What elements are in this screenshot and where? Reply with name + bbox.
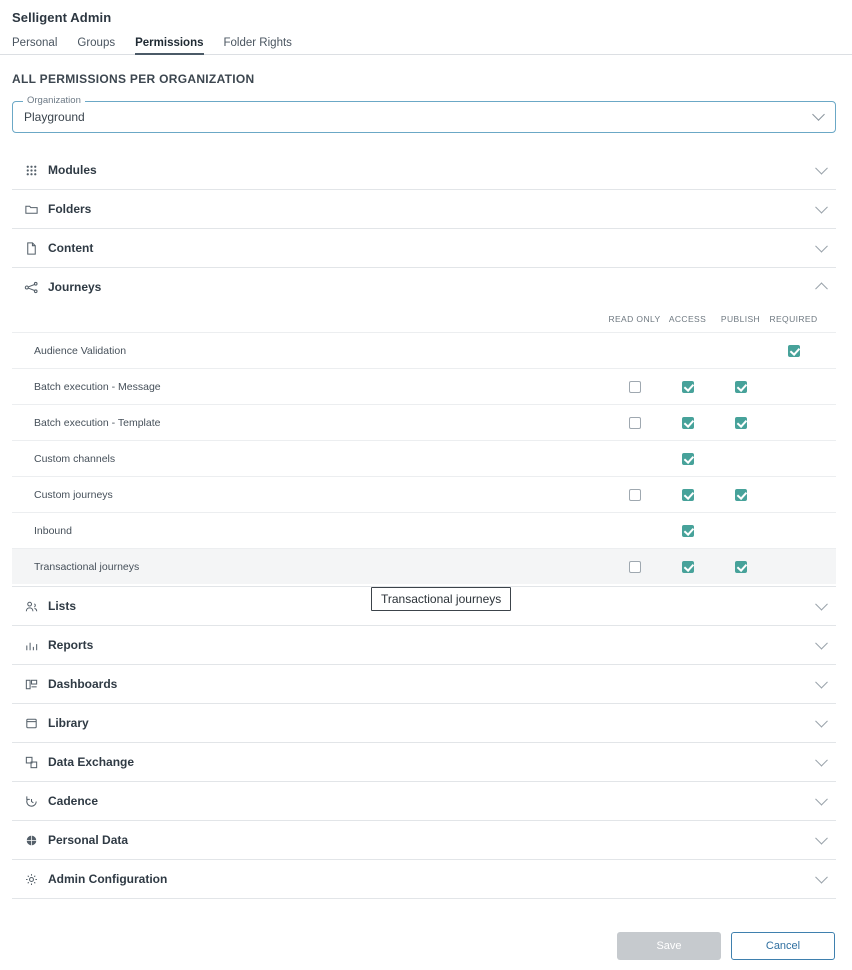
content-document-icon xyxy=(22,239,40,257)
checkbox-publish[interactable] xyxy=(735,417,747,429)
tab-groups[interactable]: Groups xyxy=(77,37,116,49)
column-required: REQUIRED xyxy=(769,314,818,324)
cell-access xyxy=(661,417,714,429)
section-modules-header[interactable] xyxy=(12,151,836,189)
table-row xyxy=(12,476,836,512)
checkbox-publish[interactable] xyxy=(735,561,747,573)
checkbox-access[interactable] xyxy=(682,381,694,393)
column-read-only: READ ONLY xyxy=(608,314,661,324)
checkbox-read-only[interactable] xyxy=(629,381,641,393)
section-modules xyxy=(12,151,836,190)
cell-read-only xyxy=(608,417,661,429)
organization-value: Playground xyxy=(24,110,85,124)
permission-label: Transactional journeys xyxy=(34,560,140,573)
lists-people-icon xyxy=(22,597,40,615)
column-publish: PUBLISH xyxy=(720,314,761,324)
cell-required xyxy=(767,489,820,501)
cell-publish xyxy=(714,489,767,501)
section-journeys-label: Journeys xyxy=(48,280,102,294)
section-journeys-header[interactable] xyxy=(12,268,836,306)
permission-label: Batch execution - Message xyxy=(34,380,161,393)
cell-access xyxy=(661,525,714,537)
organization-select[interactable] xyxy=(12,95,836,133)
checkbox-access[interactable] xyxy=(682,417,694,429)
chevron-down-icon xyxy=(815,637,828,650)
dashboards-layout-icon xyxy=(22,675,40,693)
section-library-header[interactable] xyxy=(12,704,836,742)
chevron-down-icon xyxy=(815,240,828,253)
section-admin-configuration-header[interactable] xyxy=(12,860,836,898)
cell-publish xyxy=(714,525,767,537)
cell-publish xyxy=(714,345,767,357)
modules-grid-icon xyxy=(22,161,40,179)
chevron-down-icon xyxy=(815,201,828,214)
chevron-down-icon xyxy=(815,754,828,767)
section-personal-data-label: Personal Data xyxy=(48,833,129,847)
data-exchange-icon xyxy=(22,753,40,771)
section-content-label: Content xyxy=(48,241,94,255)
page-title: ALL PERMISSIONS PER ORGANIZATION xyxy=(12,72,255,86)
chevron-down-icon xyxy=(815,715,828,728)
tab-permissions[interactable]: Permissions xyxy=(135,37,203,54)
cell-publish xyxy=(714,417,767,429)
form-actions xyxy=(0,932,852,960)
checkbox-required[interactable] xyxy=(788,345,800,357)
chevron-down-icon xyxy=(815,793,828,806)
cell-publish xyxy=(714,381,767,393)
chevron-down-icon xyxy=(815,598,828,611)
section-content xyxy=(12,229,836,268)
library-book-icon xyxy=(22,714,40,732)
reports-bar-chart-icon xyxy=(22,636,40,654)
main-tabs xyxy=(0,31,852,55)
cell-read-only xyxy=(608,381,661,393)
journeys-flow-icon xyxy=(22,278,40,296)
cell-access xyxy=(661,381,714,393)
tooltip: Transactional journeys xyxy=(371,587,511,611)
section-data-exchange xyxy=(12,743,836,782)
checkbox-access[interactable] xyxy=(682,489,694,501)
chevron-down-icon xyxy=(815,162,828,175)
cell-read-only xyxy=(608,453,661,465)
folder-icon xyxy=(22,200,40,218)
cell-read-only xyxy=(608,489,661,501)
permissions-header-row xyxy=(12,306,836,332)
section-dashboards-label: Dashboards xyxy=(48,677,118,691)
personal-data-globe-icon xyxy=(22,831,40,849)
admin-gear-icon xyxy=(22,870,40,888)
section-library xyxy=(12,704,836,743)
cell-required xyxy=(767,381,820,393)
tab-folder-rights[interactable]: Folder Rights xyxy=(223,37,292,49)
table-row xyxy=(12,368,836,404)
chevron-down-icon xyxy=(815,832,828,845)
cell-required xyxy=(767,525,820,537)
cell-access xyxy=(661,345,714,357)
permission-label: Custom channels xyxy=(34,452,116,465)
cell-access xyxy=(661,489,714,501)
section-dashboards xyxy=(12,665,836,704)
section-folders-header[interactable] xyxy=(12,190,836,228)
journeys-permissions-table xyxy=(12,306,836,586)
cadence-clock-icon xyxy=(22,792,40,810)
save-button[interactable]: Save xyxy=(617,932,721,960)
permission-label: Custom journeys xyxy=(34,488,113,501)
checkbox-access[interactable] xyxy=(682,525,694,537)
table-row xyxy=(12,404,836,440)
section-data-exchange-label: Data Exchange xyxy=(48,755,135,769)
section-journeys xyxy=(12,268,836,587)
page-header-title: Selligent Admin xyxy=(12,10,112,25)
cell-read-only xyxy=(608,525,661,537)
table-row xyxy=(12,512,836,548)
cell-required xyxy=(767,345,820,357)
section-personal-data xyxy=(12,821,836,860)
cell-access xyxy=(661,453,714,465)
section-reports-header[interactable] xyxy=(12,626,836,664)
section-data-exchange-header[interactable] xyxy=(12,743,836,781)
section-admin-configuration-label: Admin Configuration xyxy=(48,872,168,886)
permission-label: Inbound xyxy=(34,524,72,537)
permissions-accordion xyxy=(12,151,836,899)
checkbox-read-only[interactable] xyxy=(629,417,641,429)
section-reports-label: Reports xyxy=(48,638,94,652)
table-row xyxy=(12,548,836,584)
permission-label: Batch execution - Template xyxy=(34,416,161,429)
section-dashboards-header[interactable] xyxy=(12,665,836,703)
tab-personal[interactable]: Personal xyxy=(12,37,58,49)
cell-access xyxy=(661,561,714,573)
section-cadence-label: Cadence xyxy=(48,794,99,808)
checkbox-access[interactable] xyxy=(682,561,694,573)
cell-read-only xyxy=(608,345,661,357)
checkbox-publish[interactable] xyxy=(735,489,747,501)
chevron-down-icon xyxy=(815,871,828,884)
table-row xyxy=(12,332,836,368)
chevron-up-icon xyxy=(815,282,828,295)
cell-publish xyxy=(714,561,767,573)
section-reports xyxy=(12,626,836,665)
section-modules-label: Modules xyxy=(48,163,97,177)
section-lists-label: Lists xyxy=(48,599,77,613)
cell-read-only xyxy=(608,561,661,573)
checkbox-access[interactable] xyxy=(682,453,694,465)
section-library-label: Library xyxy=(48,716,89,730)
section-admin-configuration xyxy=(12,860,836,899)
section-folders-label: Folders xyxy=(48,202,92,216)
chevron-down-icon xyxy=(815,676,828,689)
checkbox-publish[interactable] xyxy=(735,381,747,393)
section-personal-data-header[interactable] xyxy=(12,821,836,859)
cancel-button[interactable]: Cancel xyxy=(731,932,835,960)
section-cadence-header[interactable] xyxy=(12,782,836,820)
cell-required xyxy=(767,561,820,573)
permission-label: Audience Validation xyxy=(34,344,127,357)
cell-required xyxy=(767,453,820,465)
section-folders xyxy=(12,190,836,229)
column-access: ACCESS xyxy=(668,314,707,324)
checkbox-read-only[interactable] xyxy=(629,489,641,501)
cell-required xyxy=(767,417,820,429)
checkbox-read-only[interactable] xyxy=(629,561,641,573)
table-row xyxy=(12,440,836,476)
cell-publish xyxy=(714,453,767,465)
organization-label: Organization xyxy=(23,95,85,106)
section-cadence xyxy=(12,782,836,821)
section-content-header[interactable] xyxy=(12,229,836,267)
